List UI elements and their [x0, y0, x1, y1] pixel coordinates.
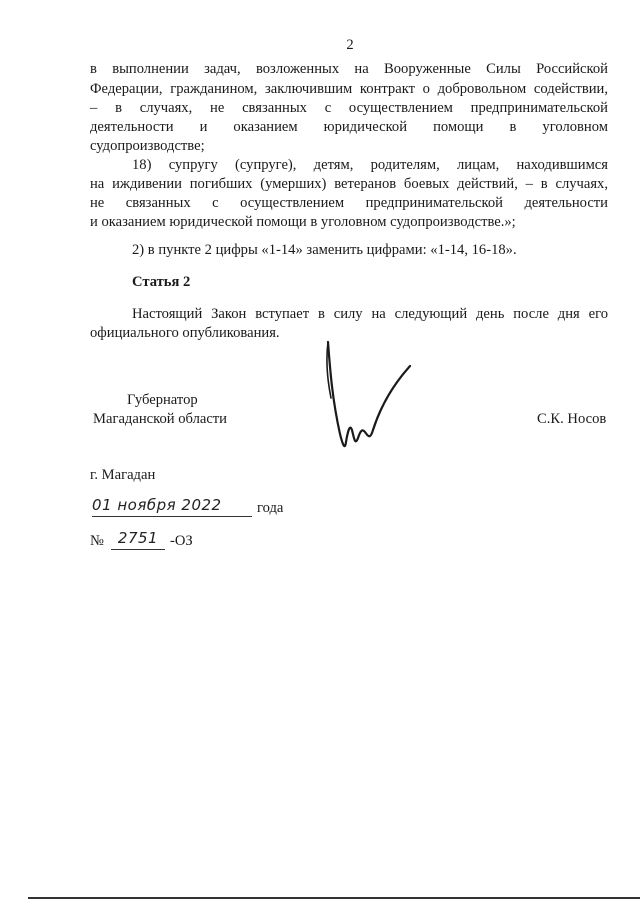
page-number: 2 — [346, 37, 354, 53]
handwritten-date: 01 ноября 2022 — [92, 494, 252, 517]
body-line: 18) супругу (супруге), детям, родителям, лицам, находившимся — [132, 157, 608, 173]
body-line: 2) в пункте 2 цифры «1-14» заменить цифрами: «1-14, 16-18». — [132, 242, 517, 258]
handwritten-signature — [318, 338, 418, 454]
signatory-title-line2: Магаданской области — [93, 411, 227, 427]
body-line: на иждивении погибших (умерших) ветеранов боевых действий, – в случаях, — [90, 176, 608, 192]
date-suffix: года — [257, 500, 284, 516]
signatory-title-line1: Губернатор — [127, 392, 198, 408]
body-line: официального опубликования. — [90, 325, 280, 341]
body-line: в выполнении задач, возложенных на Вооруженные Силы Российской — [90, 61, 608, 77]
body-line: судопроизводстве; — [90, 138, 205, 154]
body-line: – в случаях, не связанных с осуществлением предпринимательской — [90, 100, 608, 116]
body-line: не связанных с осуществлением предпринимательской деятельности — [90, 195, 608, 211]
body-line: деятельности и оказанием юридической помощи в уголовном — [90, 119, 608, 135]
body-line: Настоящий Закон вступает в силу на следующий день после дня его — [132, 306, 608, 322]
number-suffix: -ОЗ — [170, 533, 193, 549]
place-label: г. Магадан — [90, 467, 156, 483]
body-line: и оказанием юридической помощи в уголовном судопроизводстве.»; — [90, 214, 516, 230]
number-prefix: № — [90, 533, 104, 549]
handwritten-law-number: 2751 — [111, 527, 165, 550]
article-heading: Статья 2 — [132, 274, 191, 290]
signatory-name: С.К. Носов — [537, 411, 607, 427]
footer-rule — [28, 897, 640, 899]
body-line: Федерации, гражданином, заключившим контракт о добровольном содействии, — [90, 81, 608, 97]
